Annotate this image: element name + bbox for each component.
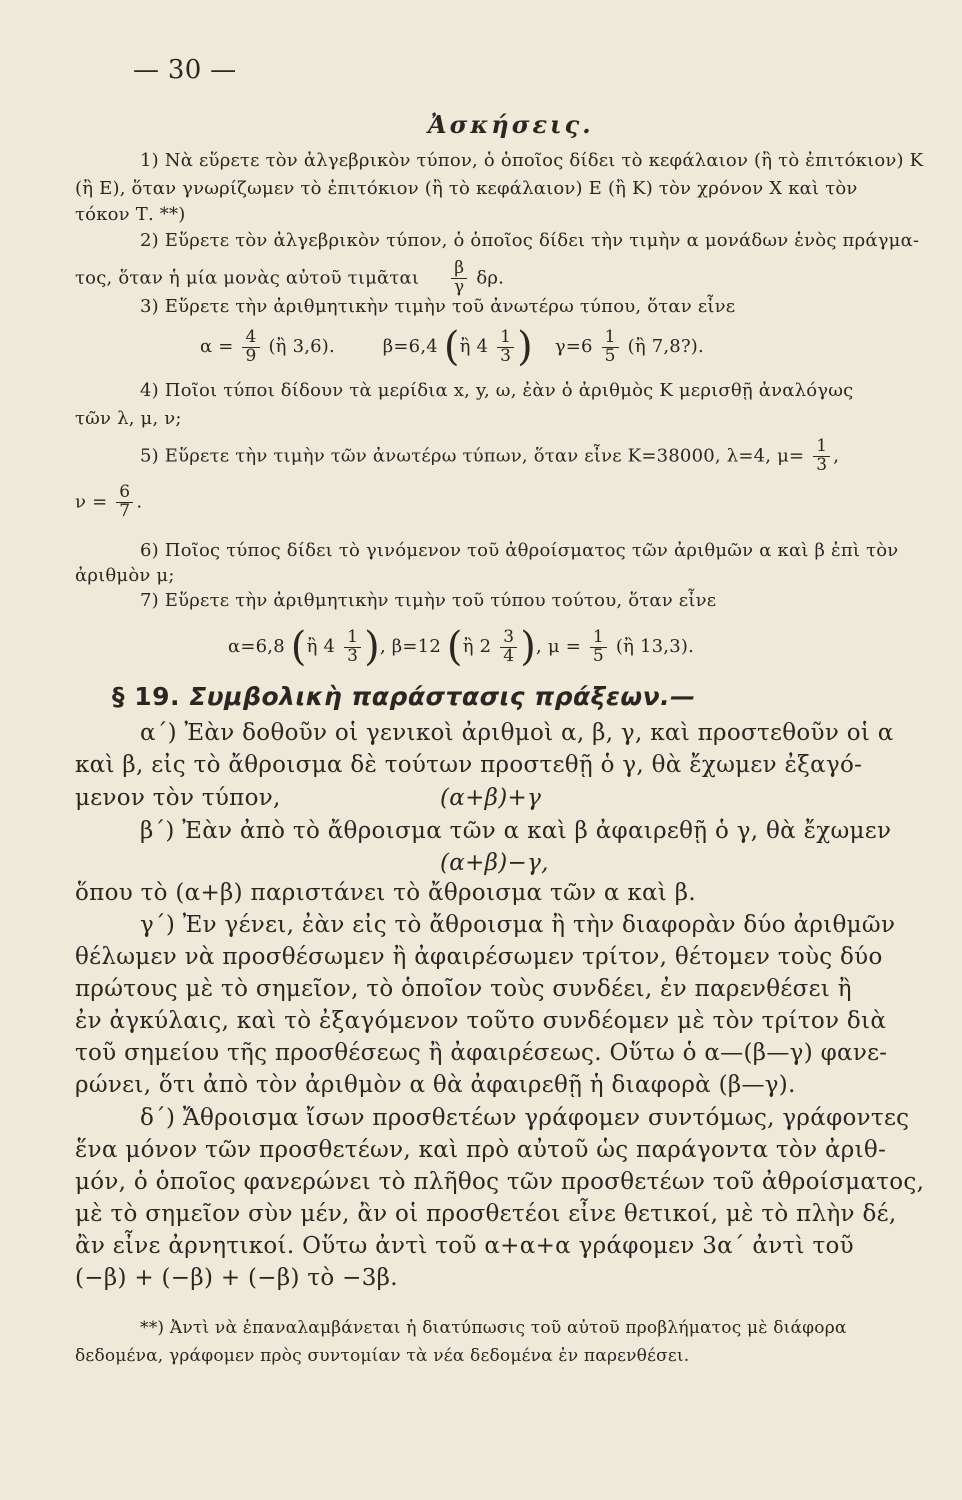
fraction-numerator: 1 (602, 329, 619, 348)
section-number: § 19. (112, 682, 180, 711)
exercise-4-line-1: 4) Ποῖοι τύποι δίδουν τὰ μερίδια x, y, ω, ἐὰν ὁ ἀριθμὸς Κ μερισθῇ ἀναλόγως (140, 380, 854, 401)
paragraph-c-line-3: πρώτους μὲ τὸ σημεῖον, τὸ ὁποῖον τοὺς συνδέει, ἐν παρενθέσει ἢ (75, 976, 852, 1002)
nu-label: ν = (75, 491, 108, 513)
mu-fraction (813, 438, 830, 475)
exercise-7-values: α=6,8 (ἢ 4 $\frac{1}{3}$ ), β=12 (ἢ 2 $\frac{3}{4}$ ), μ = $\frac{1}{5}$ (ἢ 13,3). (228, 624, 695, 670)
mu-label: μ = (547, 636, 581, 657)
gamma-label: γ=6 (554, 336, 593, 357)
fraction-numerator: 1 (497, 329, 514, 348)
fraction-numerator: 3 (500, 629, 517, 648)
exercise-1-line-2: (ἢ Ε), ὅταν γνωρίζωμεν τὸ ἐπιτόκιον (ἢ τὸ κεφάλαιον) Ε (ἢ Κ) τὸν χρόνον Χ καὶ τὸν (75, 178, 858, 199)
mu-fraction (590, 626, 607, 666)
exercise-4-line-2: τῶν λ, μ, ν; (75, 408, 182, 429)
beta-alternative: ἢ 4 (459, 336, 489, 357)
nu-fraction (116, 484, 133, 521)
section-title: Συμβολικὴ παράστασις πράξεων.— (189, 682, 696, 711)
paragraph-b-line-1: β΄) Ἐὰν ἀπὸ τὸ ἄθροισμα τῶν α καὶ β ἀφαιρεθῇ ὁ γ, θὰ ἔχωμεν (140, 818, 892, 844)
exercise-5-line-2: ν = $\frac{6}{7}$ . (75, 482, 143, 521)
fraction-denominator: 9 (245, 345, 257, 366)
paragraph-c-line-1: γ΄) Ἐν γένει, ἐὰν εἰς τὸ ἄθροισμα ἢ τὴν διαφορὰν δύο ἀριθμῶν (140, 912, 896, 938)
fraction-denominator: 5 (604, 345, 616, 366)
fraction-numerator: 4 (242, 329, 259, 348)
fraction-denominator: 3 (500, 345, 512, 366)
fraction-denominator: 7 (119, 500, 131, 521)
exercise-5-text: 5) Εὕρετε τὴν τιμὴν τῶν ἀνωτέρω τύπων, ὅταν εἶνε Κ=38000, λ=4, μ= (140, 445, 805, 467)
beta-fraction (497, 326, 514, 366)
alpha-alternative: ἢ 4 (306, 636, 336, 657)
exercise-6-line-1: 6) Ποῖος τύπος δίδει τὸ γινόμενον τοῦ ἀθροίσματος τῶν ἀριθμῶν α καὶ β ἐπὶ τὸν (140, 540, 899, 561)
fraction-denominator: 3 (816, 454, 828, 475)
paragraph-d-line-1: δ΄) Ἄθροισμα ἴσων προσθετέων γράφομεν συντόμως, γράφοντες (140, 1105, 910, 1131)
page-number: — 30 — (133, 55, 237, 85)
paragraph-d-line-3: μόν, ὁ ὁποῖος φανερώνει τὸ πλῆθος τῶν προσθετέων τοῦ ἀθροίσματος, (75, 1169, 925, 1195)
paragraph-a-line-2: καὶ β, εἰς τὸ ἄθροισμα δὲ τούτων προστεθῇ ὁ γ, θὰ ἔχωμεν ἐξαγό- (75, 752, 863, 778)
paragraph-a-line-1: α΄) Ἐὰν δοθοῦν οἱ γενικοὶ ἀριθμοὶ α, β, γ, καὶ προστεθοῦν οἱ α (140, 720, 894, 746)
paragraph-c-line-4: ἐν ἀγκύλαις, καὶ τὸ ἐξαγόμενον τοῦτο συνδέομεν μὲ τὸν τρίτον διὰ (75, 1008, 887, 1034)
beta-fraction (500, 626, 517, 666)
fraction-denominator: 5 (592, 645, 604, 666)
paragraph-d-line-6: (−β) + (−β) + (−β) τὸ −3β. (75, 1265, 398, 1291)
exercise-6-line-2: ἀριθμὸν μ; (75, 565, 175, 586)
beta-label: β=6,4 (382, 336, 438, 357)
alpha-fraction (242, 326, 259, 366)
gamma-fraction (602, 326, 619, 366)
exercise-1-line-3: τόκον Τ. **) (75, 204, 186, 225)
paragraph-b-line-2: ὅπου τὸ (α+β) παριστάνει τὸ ἄθροισμα τῶν α καὶ β. (75, 880, 697, 906)
alpha-label: α=6,8 (228, 636, 285, 657)
paragraph-c-line-5: τοῦ σημείου τῆς προσθέσεως ἢ ἀφαιρέσεως. Οὕτω ὁ α—(β—γ) φανε- (75, 1040, 888, 1066)
fraction-denominator: 4 (503, 645, 515, 666)
mu-alternative: (ἢ 13,3). (615, 636, 695, 657)
fraction-denominator: 3 (347, 645, 359, 666)
fraction-numerator: 1 (813, 438, 830, 457)
paragraph-d-line-2: ἕνα μόνον τῶν προσθετέων, καὶ πρὸ αὐτοῦ ὡς παράγοντα τὸν ἀριθ- (75, 1137, 887, 1163)
paragraph-d-line-4: μὲ τὸ σημεῖον σὺν μέν, ἂν οἱ προσθετέοι εἶνε θετικοί, μὲ τὸ πλὴν δέ, (75, 1201, 897, 1227)
paragraph-d-line-5: ἂν εἶνε ἀρνητικοί. Οὕτω ἀντὶ τοῦ α+α+α γράφομεν 3α΄ ἀντὶ τοῦ (75, 1233, 854, 1259)
alpha-label: α = (200, 336, 234, 357)
fraction-numerator: 1 (344, 629, 361, 648)
exercise-3-values: α = $\frac{4}{9}$ (ἢ 3,6). β=6,4 (ἢ 4 $\frac{1}{3}$ ) γ=6 $\frac{1}{5}$ (ἢ 7,8?). (200, 324, 704, 370)
exercise-2-text: τος, ὅταν ἡ μία μονὰς αὐτοῦ τιμᾶται (75, 267, 420, 289)
paragraph-c-line-2: θέλωμεν νὰ προσθέσωμεν ἢ ἀφαιρέσωμεν τρίτον, θέτομεν τοὺς δύο (75, 944, 883, 970)
exercise-2-line-1: 2) Εὕρετε τὸν ἀλγεβρικὸν τύπον, ὁ ὁποῖος δίδει τὴν τιμὴν α μονάδων ἑνὸς πράγμα- (140, 230, 920, 251)
beta-label: β=12 (391, 636, 441, 657)
fraction-numerator: 1 (590, 629, 607, 648)
exercise-2-fraction (451, 260, 467, 297)
formula-a: (α+β)+γ (440, 785, 542, 811)
exercise-3-line-1: 3) Εὕρετε τὴν ἀριθμητικὴν τιμὴν τοῦ ἀνωτέρω τύπου, ὅταν εἶνε (140, 296, 736, 317)
beta-alternative: ἢ 2 (462, 636, 492, 657)
section-heading (112, 682, 696, 711)
footnote-line-1: **) Ἀντὶ νὰ ἐπαναλαμβάνεται ἡ διατύπωσις τοῦ αὐτοῦ προβλήματος μὲ διάφορα (140, 1318, 847, 1338)
footnote-line-2: δεδομένα, γράφομεν πρὸς συντομίαν τὰ νέα δεδομένα ἐν παρενθέσει. (75, 1346, 690, 1366)
alpha-alternative: (ἢ 3,6). (268, 336, 335, 357)
fraction-numerator: 6 (116, 484, 133, 503)
gamma-alternative: (ἢ 7,8?). (627, 336, 704, 357)
fraction-numerator: β (451, 260, 467, 279)
fraction-denominator: γ (454, 276, 465, 297)
exercise-7-line-1: 7) Εὕρετε τὴν ἀριθμητικὴν τιμὴν τοῦ τύπου τούτου, ὅταν εἶνε (140, 590, 717, 611)
page-title: Ἀσκήσεις. (428, 110, 594, 139)
formula-b: (α+β)−γ, (440, 850, 549, 876)
paragraph-a-line-3: μενον τὸν τύπον, (75, 785, 281, 811)
paragraph-c-line-6: ρώνει, ὅτι ἀπὸ τὸν ἀριθμὸν α θὰ ἀφαιρεθῇ ἡ διαφορὰ (β—γ). (75, 1072, 796, 1098)
exercise-2-line-2 (75, 260, 504, 297)
exercise-2-unit: δρ. (476, 267, 505, 289)
alpha-fraction (344, 626, 361, 666)
exercise-1-line-1: 1) Νὰ εὕρετε τὸν ἀλγεβρικὸν τύπον, ὁ ὁποῖος δίδει τὸ κεφάλαιον (ἢ τὸ ἐπιτόκιον) Κ (140, 150, 924, 171)
exercise-5-line-1: 5) Εὕρετε τὴν τιμὴν τῶν ἀνωτέρω τύπων, ὅταν εἶνε Κ=38000, λ=4, μ= $\frac{1}{3}$ , (140, 436, 840, 475)
